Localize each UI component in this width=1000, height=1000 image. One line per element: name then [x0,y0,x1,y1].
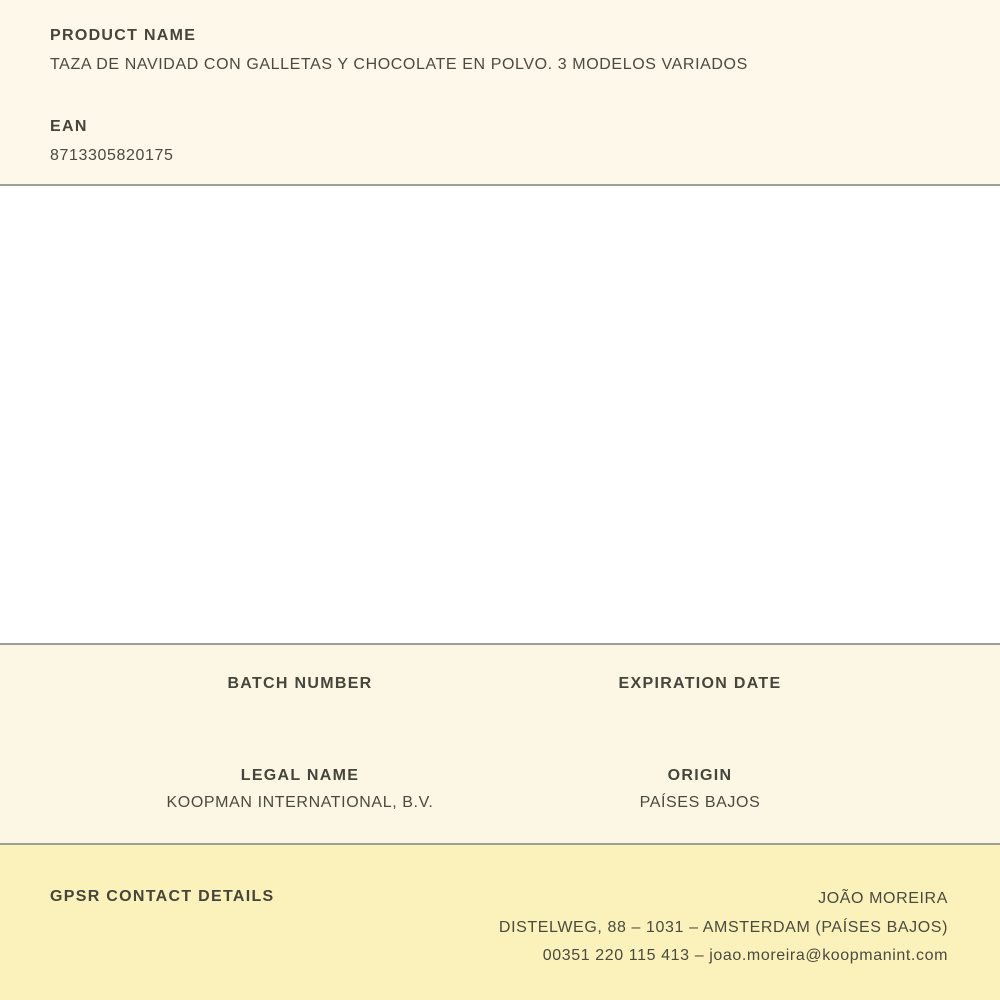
ean-value: 8713305820175 [50,147,174,164]
product-name-label: PRODUCT NAME [50,27,197,44]
contact-address: DISTELWEG, 88 – 1031 – AMSTERDAM (PAÍSES BAJOS) [498,918,948,936]
batch-number-label: BATCH NUMBER [227,675,373,692]
ean-label: EAN [50,118,88,135]
product-name-field [50,27,950,74]
expiration-date-field [500,675,900,722]
product-header-section [0,0,1000,184]
contact-person-name: JOÃO MOREIRA [818,890,948,907]
gpsr-contact-section [0,845,1000,1000]
origin-label: ORIGIN [667,767,733,784]
expiration-date-label: EXPIRATION DATE [618,675,782,692]
batch-number-field [100,675,500,722]
contact-phone-email: 00351 220 115 413 – joao.moreira@koopmanint.com [542,947,948,964]
expiration-date-value [500,702,900,722]
gpsr-contact-lines [499,885,948,971]
origin-value: PAÍSES BAJOS [639,794,761,811]
legal-name-field [100,767,500,814]
batch-number-value [100,702,500,722]
ean-field [50,118,950,165]
gpsr-contact-heading: GPSR CONTACT DETAILS [50,888,275,905]
origin-field [500,767,900,814]
legal-name-value: KOOPMAN INTERNATIONAL, B.V. [166,794,434,811]
product-image-placeholder [0,186,1000,643]
product-name-value: TAZA DE NAVIDAD CON GALLETAS Y CHOCOLATE EN POLVO. 3 MODELOS VARIADOS [50,56,748,73]
legal-name-label: LEGAL NAME [240,767,360,784]
product-details-section [0,645,1000,843]
